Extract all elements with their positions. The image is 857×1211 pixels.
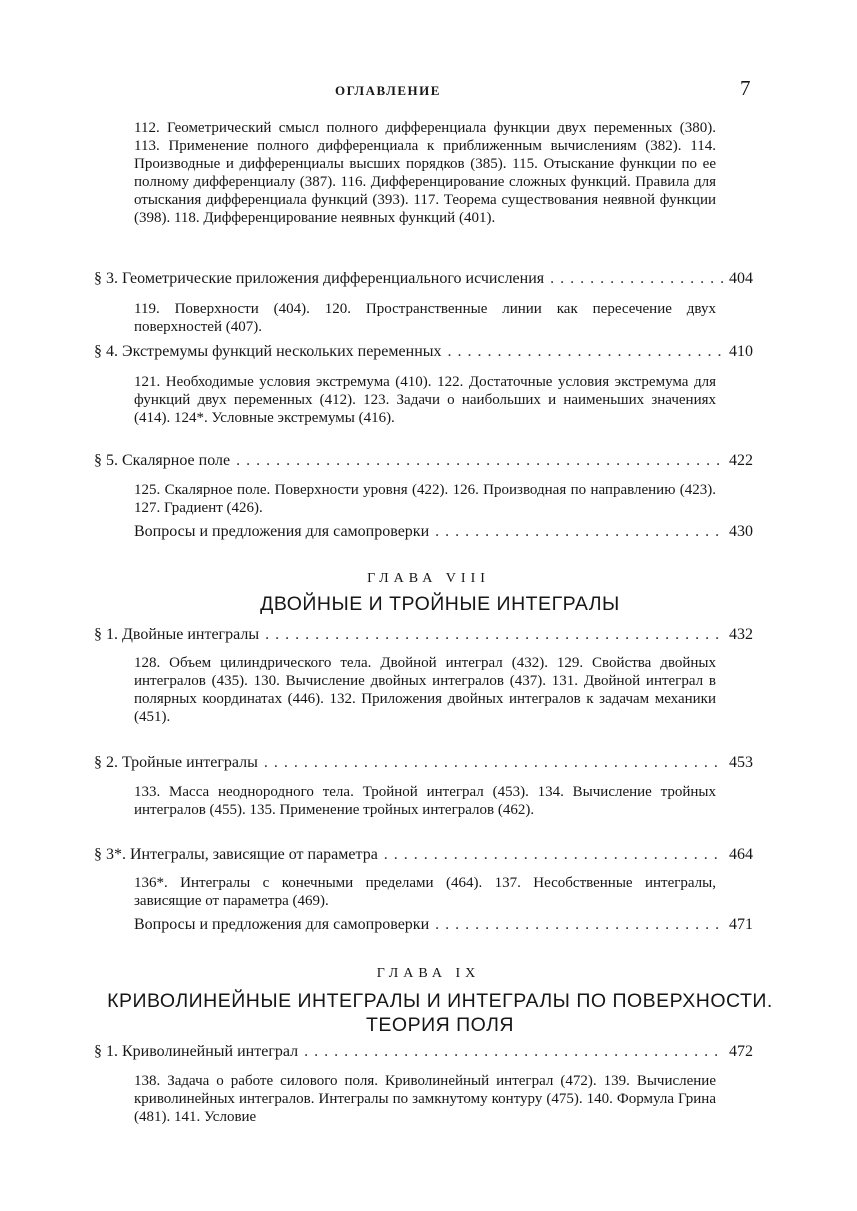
- section-mark: § 3.: [94, 270, 118, 287]
- toc-entry-ch7-sec4: [94, 342, 753, 362]
- section-page: 432: [729, 626, 753, 643]
- toc-description-block: 138. Задача о работе силового поля. Криволинейный интеграл (472). 139. Вычисление криволинейных интегралов. Интегралы по замкнутому контуру (475). 140. Формула Грина (481). 141. Условие: [134, 1073, 716, 1126]
- chapter-title-line-2: ТЕОРИЯ ПОЛЯ: [366, 1014, 514, 1036]
- section-page: 430: [729, 523, 753, 540]
- dot-leader: [384, 845, 723, 865]
- toc-entry-ch8-sec2: [94, 753, 753, 773]
- section-title: Тройные интегралы: [122, 754, 258, 771]
- section-title: Экстремумы функций нескольких переменных: [122, 343, 442, 360]
- toc-description-block: 136*. Интегралы с конечными пределами (464). 137. Несобственные интегралы, зависящие от параметра (469).: [134, 875, 716, 910]
- chapter-title-line-1: КРИВОЛИНЕЙНЫЕ ИНТЕГРАЛЫ И ИНТЕГРАЛЫ ПО ПОВЕРХНОСТИ.: [107, 990, 773, 1012]
- page-number: 7: [740, 76, 751, 100]
- section-title: Криволинейный интеграл: [122, 1043, 299, 1060]
- chapter-label: ГЛАВА VIII: [367, 571, 490, 586]
- dot-leader: [236, 451, 723, 471]
- toc-description-block: 121. Необходимые условия экстремума (410). 122. Достаточные условия экстремума для функций двух переменных (412). 123. Задачи о наибольших и наименьших значениях (414). 124*. Условные экстремумы (416).: [134, 374, 716, 427]
- section-mark: § 2.: [94, 754, 118, 771]
- section-mark: § 5.: [94, 452, 118, 469]
- section-title: Вопросы и предложения для самопроверки: [134, 916, 430, 933]
- section-page: 404: [729, 270, 753, 287]
- section-title: Вопросы и предложения для самопроверки: [134, 523, 430, 540]
- section-title: Двойные интегралы: [122, 626, 260, 643]
- section-mark: § 1.: [94, 1043, 118, 1060]
- toc-description-block: 119. Поверхности (404). 120. Пространственные линии как пересечение двух поверхностей (407).: [134, 301, 716, 336]
- section-mark: § 4.: [94, 343, 118, 360]
- section-mark: § 3*.: [94, 846, 126, 863]
- section-page: 472: [729, 1043, 753, 1060]
- chapter-label: ГЛАВА IX: [376, 966, 481, 981]
- section-page: 453: [729, 754, 753, 771]
- toc-entry-ch7-questions: [134, 522, 753, 542]
- toc-description-block: 125. Скалярное поле. Поверхности уровня (422). 126. Производная по направлению (423). 127. Градиент (426).: [134, 482, 716, 517]
- dot-leader: [435, 522, 723, 542]
- section-title: Интегралы, зависящие от параметра: [130, 846, 378, 863]
- chapter-title: ДВОЙНЫЕ И ТРОЙНЫЕ ИНТЕГРАЛЫ: [260, 593, 620, 615]
- section-page: 464: [729, 846, 753, 863]
- section-page: 410: [729, 343, 753, 360]
- toc-entry-ch7-sec5: [94, 451, 753, 471]
- section-title: Геометрические приложения дифференциального исчисления: [122, 270, 545, 287]
- section-title: Скалярное поле: [122, 452, 231, 469]
- toc-description-block: 133. Масса неоднородного тела. Тройной интеграл (453). 134. Вычисление тройных интегралов (455). 135. Применение тройных интегралов (462).: [134, 784, 716, 819]
- toc-entry-ch8-sec3: [94, 845, 753, 865]
- running-head: ОГЛАВЛЕНИЕ: [335, 83, 441, 98]
- toc-entry-ch7-sec3: [94, 269, 753, 289]
- toc-entry-ch8-sec1: [94, 625, 753, 645]
- dot-leader: [550, 269, 723, 289]
- section-mark: § 1.: [94, 626, 118, 643]
- section-page: 471: [729, 916, 753, 933]
- toc-description-block: 128. Объем цилиндрического тела. Двойной интеграл (432). 129. Свойства двойных интегралов (435). 130. Вычисление двойных интегралов (437). 131. Двойной интеграл в полярных координатах (446). 132. Приложения двойных интегралов к задачам механики (451).: [134, 655, 716, 726]
- toc-description-block: 112. Геометрический смысл полного дифференциала функции двух переменных (380). 113. Применение полного дифференциала к приближенным вычислениям (382). 114. Производные и дифференциалы высших порядков (385). 115. Отыскание функции по ее полному дифференциалу (387). 116. Дифференцирование сложных функций. Правила для отыскания дифференциала функций (393). 117. Теорема существования неявной функции (398). 118. Дифференцирование неявных функций (401).: [134, 120, 716, 227]
- dot-leader: [265, 625, 723, 645]
- dot-leader: [435, 915, 723, 935]
- dot-leader: [264, 753, 723, 773]
- dot-leader: [448, 342, 723, 362]
- toc-entry-ch8-questions: [134, 915, 753, 935]
- dot-leader: [304, 1042, 723, 1062]
- toc-entry-ch9-sec1: [94, 1042, 753, 1062]
- section-page: 422: [729, 452, 753, 469]
